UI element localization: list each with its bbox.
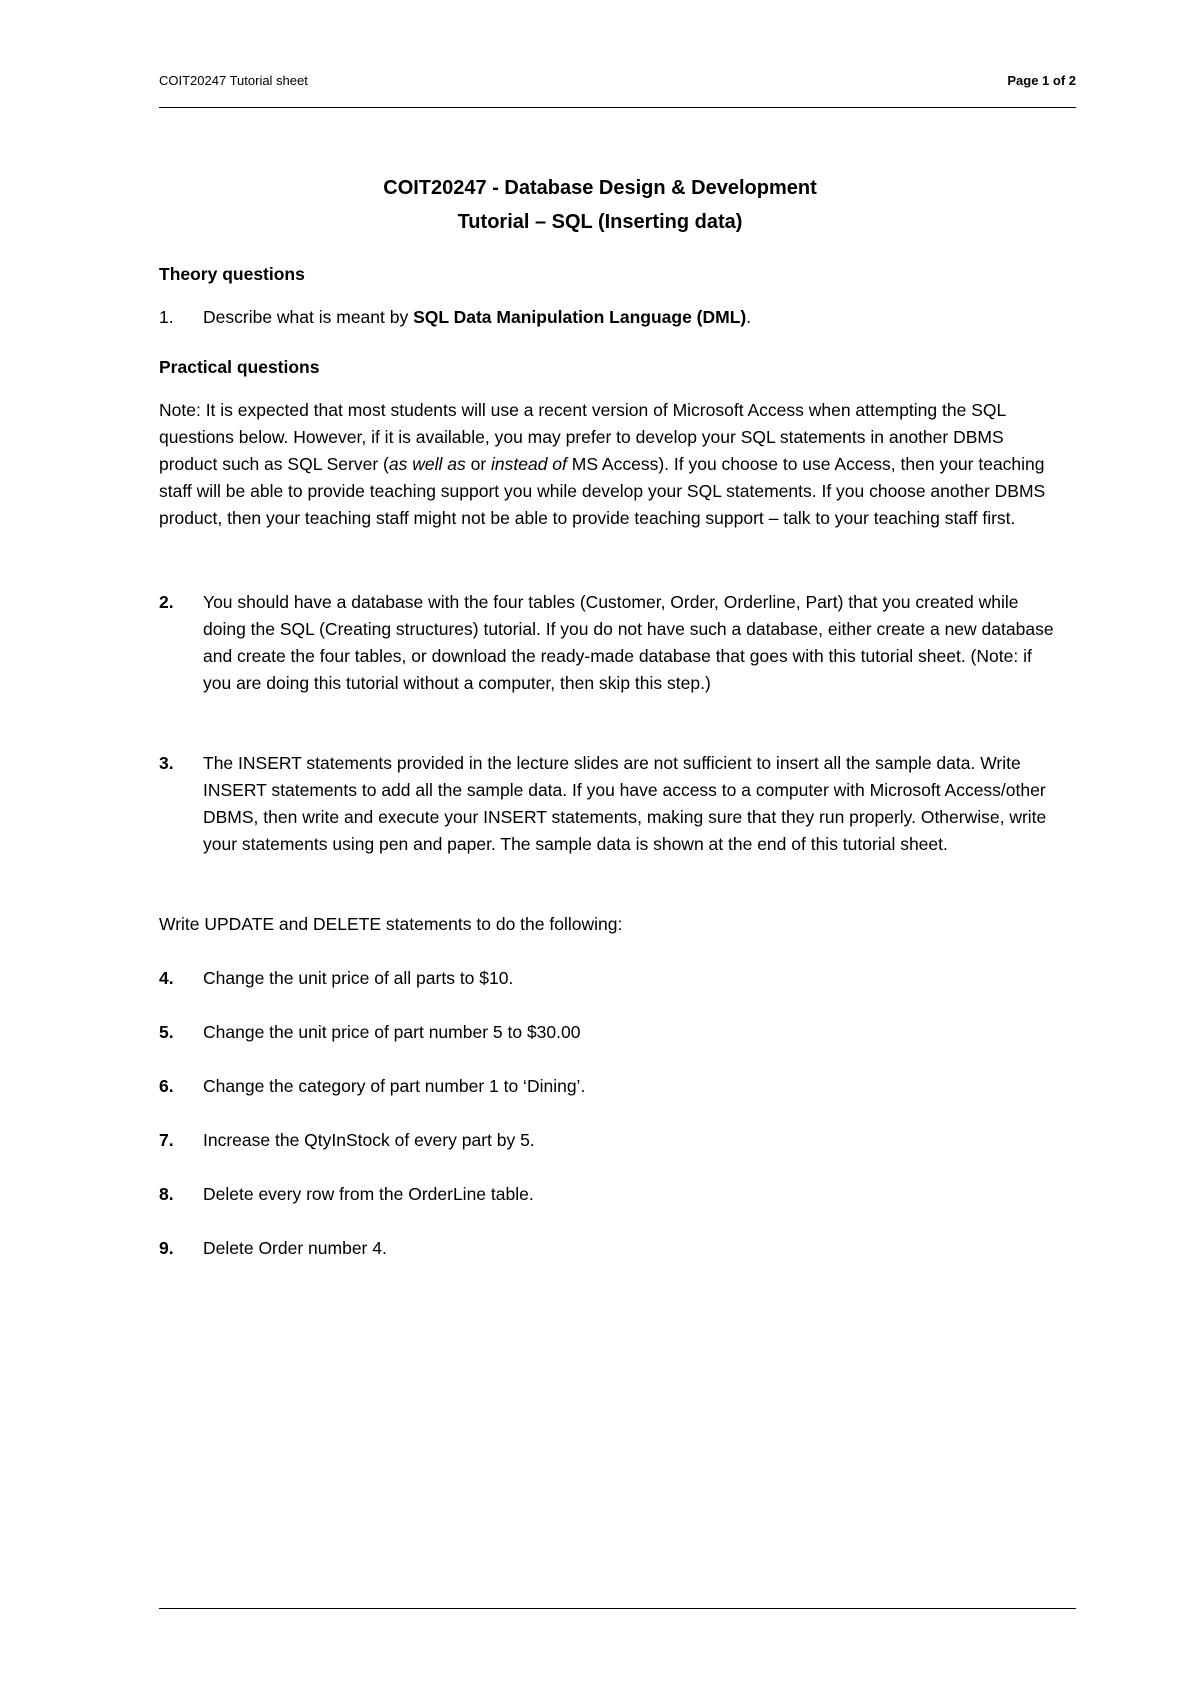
question-6 [159, 1073, 1059, 1100]
note-text: Note: It is expected that most students will use a recent version of Microsoft Access when attempting the SQL questions below. However, if it is available, you may prefer to develop your SQL statements in another DBMS product such as SQL Server ( [159, 400, 1006, 474]
question-number: 1. [159, 307, 174, 327]
question-text-part: Describe what is meant by [203, 307, 414, 327]
question-text: The INSERT statements provided in the lecture slides are not sufficient to insert all the sample data. Write INSERT statements to add all the sample data. If you have access to a computer with Microsoft Access/other DBMS, then write and execute your INSERT statements, making sure that they run properly. Otherwise, write your statements using pen and paper. The sample data is shown at the end of this tutorial sheet. [203, 753, 1047, 854]
theory-heading: Theory questions [159, 264, 305, 284]
note-italic: instead of [491, 454, 567, 474]
question-number: 5. [159, 1022, 174, 1042]
question-text-part: . [746, 307, 752, 327]
title-line-2: Tutorial – SQL (Inserting data) [457, 211, 743, 233]
page-number: Page 1 of 2 [1007, 73, 1076, 88]
footer-divider [159, 1608, 1076, 1609]
question-number: 8. [159, 1184, 174, 1204]
header-divider [159, 107, 1076, 108]
question-text: Delete Order number 4. [203, 1238, 387, 1258]
question-8 [159, 1181, 1059, 1208]
note-text: MS Access). If you choose to use Access, then your teaching staff will be able to provide teaching support you while develop your SQL statements. If you choose another DBMS product, then your teaching staff might not be able to provide teaching support – talk to your teaching staff first. [159, 454, 1046, 528]
question-number: 6. [159, 1076, 174, 1096]
running-header-title: COIT20247 Tutorial sheet [159, 73, 308, 88]
question-3 [159, 750, 1059, 858]
question-number: 9. [159, 1238, 174, 1258]
question-number: 2. [159, 592, 174, 612]
note-text: or [465, 454, 492, 474]
update-delete-intro: Write UPDATE and DELETE statements to do the following: [159, 914, 623, 934]
question-4 [159, 965, 1059, 992]
question-9 [159, 1235, 1059, 1262]
question-number: 3. [159, 753, 174, 773]
question-text-bold: SQL Data Manipulation Language (DML) [413, 307, 747, 327]
question-text: You should have a database with the four tables (Customer, Order, Orderline, Part) that you created while doing the SQL (Creating structures) tutorial. If you do not have such a database, either create a new database and create the four tables, or download the ready-made database that goes with this tutorial sheet. (Note: if you are doing this tutorial without a computer, then skip this step.) [203, 592, 1054, 693]
question-text: Change the unit price of all parts to $10. [203, 968, 514, 988]
question-text: Increase the QtyInStock of every part by 5. [203, 1130, 535, 1150]
question-text: Change the category of part number 1 to ‘Dining’. [203, 1076, 586, 1096]
note-italic: as well as [388, 454, 466, 474]
question-7 [159, 1127, 1059, 1154]
note-paragraph [159, 397, 1059, 532]
practical-heading: Practical questions [159, 357, 320, 377]
question-number: 7. [159, 1130, 174, 1150]
document-title [0, 171, 1200, 239]
question-1 [159, 304, 1059, 331]
question-5 [159, 1019, 1059, 1046]
question-2 [159, 589, 1059, 697]
title-line-1: COIT20247 - Database Design & Development [383, 177, 817, 199]
question-text: Change the unit price of part number 5 to $30.00 [203, 1022, 581, 1042]
question-number: 4. [159, 968, 174, 988]
question-text [203, 304, 1059, 331]
question-text: Delete every row from the OrderLine table. [203, 1184, 534, 1204]
